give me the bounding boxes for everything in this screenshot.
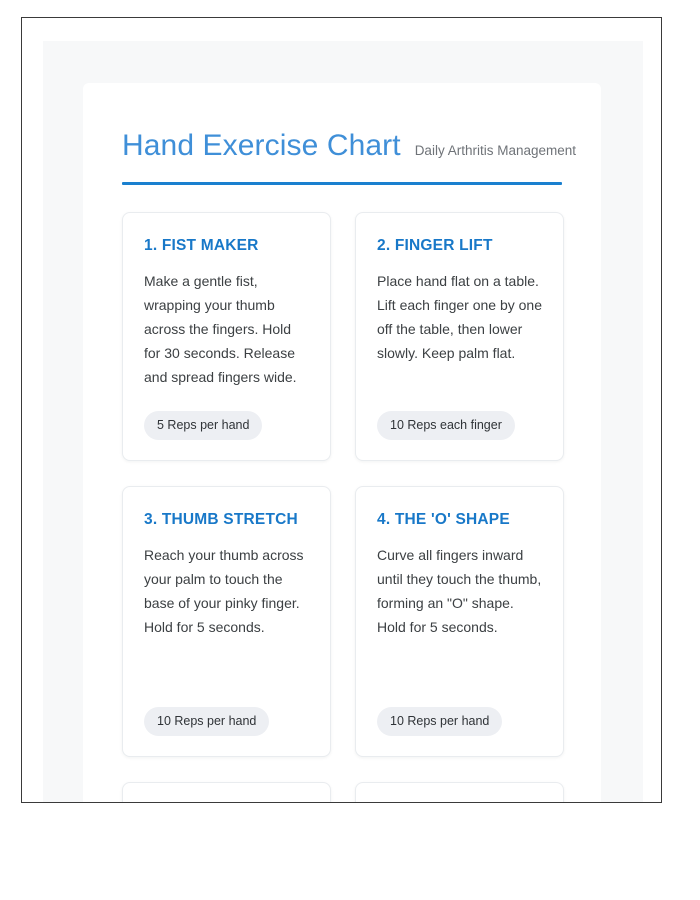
exercise-card[interactable] xyxy=(355,486,564,757)
exercise-card-grid xyxy=(83,212,601,803)
exercise-heading: 4. THE 'O' SHAPE xyxy=(377,511,510,528)
page-subtitle: Daily Arthritis Management xyxy=(414,143,577,158)
exercise-card[interactable] xyxy=(122,212,331,461)
reps-badge: 5 Reps per hand xyxy=(144,411,262,441)
exercise-description: Curve all fingers inward until they touch the thumb, forming an "O" shape. Hold for 5 seconds. xyxy=(377,547,542,636)
exercise-description: Reach your thumb across your palm to touch the base of your pinky finger. Hold for 5 seconds. xyxy=(144,547,304,636)
exercise-card[interactable] xyxy=(355,782,564,803)
exercise-heading: 2. FINGER LIFT xyxy=(377,237,493,254)
page-backdrop xyxy=(43,41,643,803)
exercise-card[interactable] xyxy=(355,212,564,461)
exercise-description: Place hand flat on a table. Lift each finger one by one off the table, then lower slowly. Keep palm flat. xyxy=(377,273,543,362)
reps-badge: 10 Reps per hand xyxy=(144,707,269,737)
document-header xyxy=(83,83,601,185)
exercise-heading: 3. THUMB STRETCH xyxy=(144,511,298,528)
page-title: Hand Exercise Chart xyxy=(122,129,401,162)
content-sheet xyxy=(83,83,601,803)
exercise-badge-row xyxy=(144,411,309,441)
exercise-card[interactable] xyxy=(122,486,331,757)
header-divider xyxy=(122,182,562,185)
exercise-badge-row xyxy=(144,707,309,737)
exercise-card[interactable] xyxy=(122,782,331,803)
exercise-description: Make a gentle fist, wrapping your thumb across the fingers. Hold for 30 seconds. Release and spread fingers wide. xyxy=(144,273,297,386)
header-title-row xyxy=(122,129,577,162)
exercise-badge-row xyxy=(377,707,542,737)
viewport-frame xyxy=(21,17,662,803)
reps-badge: 10 Reps per hand xyxy=(377,707,502,737)
exercise-heading: 1. FIST MAKER xyxy=(144,237,259,254)
reps-badge: 10 Reps each finger xyxy=(377,411,515,441)
exercise-badge-row xyxy=(377,411,542,441)
